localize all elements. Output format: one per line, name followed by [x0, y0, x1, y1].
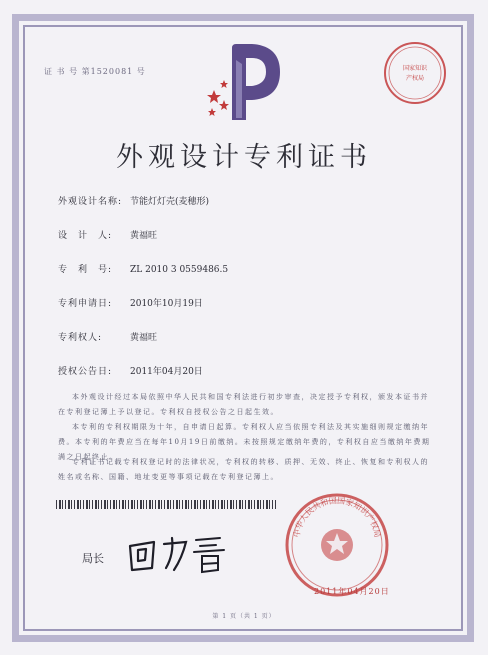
seal-date: 2011年04月20日 [314, 587, 390, 596]
field-label: 专利权人: [58, 333, 103, 343]
field-label: 设 计 人: [58, 231, 113, 241]
field-label: 专 利 号: [58, 265, 113, 275]
page-footer: 第 1 页（共 1 页） [212, 613, 276, 620]
patent-office-emblem-icon [196, 40, 292, 124]
field-grant-date [58, 364, 203, 377]
field-filing-date [58, 296, 203, 309]
field-design-name [58, 194, 209, 207]
field-value: 2011年04月20日 [130, 367, 203, 377]
director-label: 局长 [82, 552, 104, 565]
field-patentee [58, 330, 157, 343]
field-patent-number [58, 262, 228, 275]
field-label: 授权公告日: [58, 367, 113, 377]
official-seal-stamp [282, 490, 392, 600]
field-value: 黄福旺 [130, 231, 158, 241]
field-value: 黄福旺 [130, 333, 158, 343]
svg-text:中华人民共和国国家知识产权局: 中华人民共和国国家知识产权局 [292, 496, 382, 539]
paragraph-legal-status: 专利证书记载专利权登记时的法律状况，专利权的转移、质押、无效、终止、恢复和专利权人的姓名或名称、国籍、地址变更等事项记载在专利登记簿上。 [58, 458, 429, 481]
paragraph-term: 本专利的专利权期限为十年，自申请日起算。专利权人应当依照专利法及其实施细则规定缴纳年费。本专利的年费应当在每年10月19日前缴纳。未按照规定缴纳年费的，专利权自应当缴纳年费期满之日起终止。 [58, 423, 431, 461]
top-seal-stamp [382, 40, 448, 106]
svg-text:产权局: 产权局 [405, 75, 425, 82]
paragraph-grant: 本外观设计经过本局依照中华人民共和国专利法进行初步审查，决定授予专利权，颁发本证书并在专利登记簿上予以登记。专利权自授权公告之日起生效。 [58, 393, 429, 416]
svg-text:国家知识: 国家知识 [402, 65, 428, 72]
barcode [56, 500, 276, 509]
field-label: 专利申请日: [58, 299, 113, 309]
director-signature [124, 528, 234, 578]
field-designer [58, 228, 157, 241]
certificate-number: 证 书 号 第1520081 号 [44, 67, 146, 76]
field-value: 节能灯灯壳(麦穗形) [130, 197, 210, 207]
field-label: 外观设计名称: [58, 197, 123, 207]
field-value: ZL 2010 3 0559486.5 [130, 265, 229, 275]
page-title: 外观设计专利证书 [116, 142, 372, 173]
field-value: 2010年10月19日 [130, 299, 203, 309]
